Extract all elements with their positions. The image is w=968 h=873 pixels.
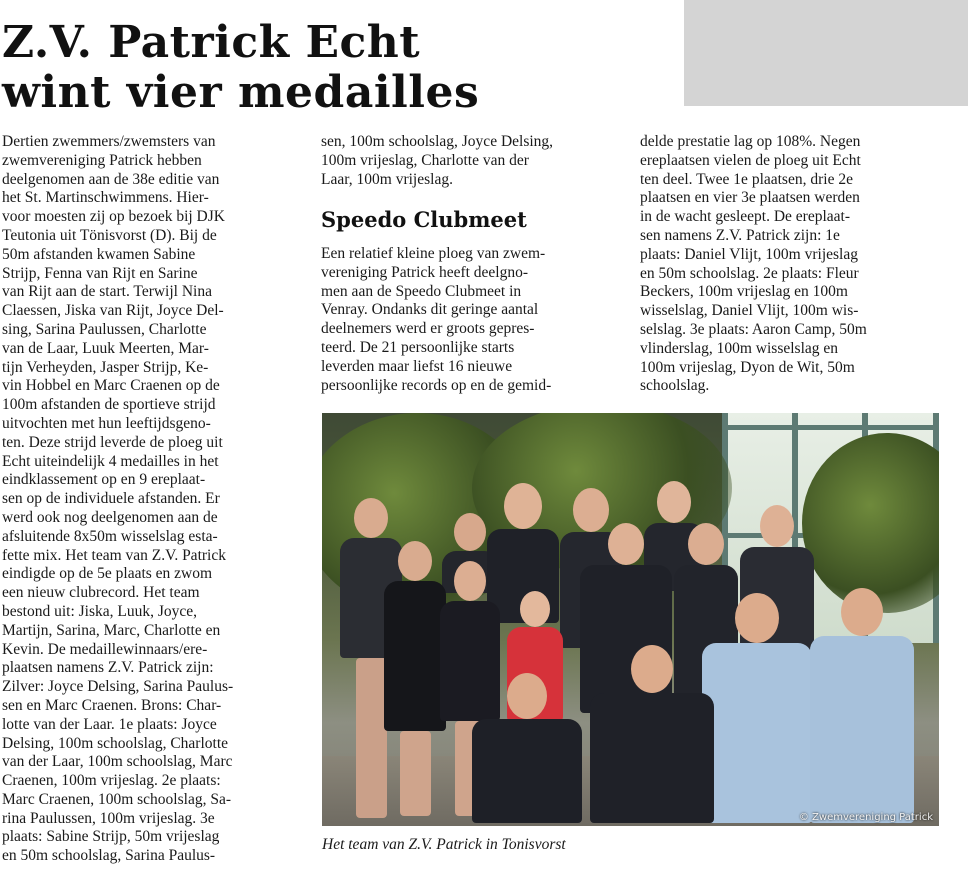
text-line: selslag. 3e plaats: Aaron Camp, 50m — [640, 320, 867, 338]
text-line: plaatsen namens Z.V. Patrick zijn: — [2, 659, 214, 677]
team-photo — [322, 413, 939, 826]
text-line: een nieuw clubrecord. Het team — [2, 584, 200, 602]
text-line: ereplaatsen vielen de ploeg uit Echt — [640, 151, 861, 169]
photo-person — [384, 541, 446, 816]
text-line: vereniging Patrick heeft deelgno- — [321, 263, 529, 281]
text-line: plaats: Daniel Vlijt, 100m vrijeslag — [640, 245, 858, 263]
text-line: Strijp, Fenna van Rijt en Sarine — [2, 264, 198, 282]
text-line: deelgenomen aan de 38e editie van — [2, 170, 220, 188]
text-line: plaats: Sabine Strijp, 50m vrijeslag — [2, 828, 220, 846]
text-line: Venray. Ondanks dit geringe aantal — [321, 301, 539, 319]
text-line: Marc Craenen, 100m schoolslag, Sa- — [2, 790, 231, 808]
gray-placeholder-box — [684, 0, 968, 106]
text-line: 100m afstanden de sportieve strijd — [2, 396, 216, 414]
text-line: werd ook nog deelgenomen aan de — [2, 508, 218, 526]
text-line: fette mix. Het team van Z.V. Patrick — [2, 546, 226, 564]
text-line: en 50m schoolslag. 2e plaats: Fleur — [640, 264, 859, 282]
text-line: zwemvereniging Patrick hebben — [2, 151, 202, 169]
text-line: lotte van der Laar. 1e plaats: Joyce — [2, 715, 217, 733]
text-line: sen en Marc Craenen. Brons: Char- — [2, 696, 222, 714]
text-line: Craenen, 100m vrijeslag. 2e plaats: — [2, 772, 221, 790]
text-line: teerd. De 21 persoonlijke starts — [321, 338, 515, 356]
article-column-2-top — [321, 133, 621, 189]
text-line: en 50m schoolslag, Sarina Paulus- — [2, 847, 216, 865]
article-column-2-bottom — [321, 245, 621, 395]
text-line: van de Laar, Luuk Meerten, Mar- — [2, 339, 209, 357]
text-line: het St. Martinschwimmens. Hier- — [2, 189, 209, 207]
text-line: Teutonia uit Tönisvorst (D). Bij de — [2, 226, 217, 244]
text-line: sing, Sarina Paulussen, Charlotte — [2, 320, 207, 338]
text-line: delde prestatie lag op 108%. Negen — [640, 133, 861, 150]
photo-credit: © Zwemvereniging Patrick — [798, 812, 933, 823]
text-line: sen, 100m schoolslag, Joyce Delsing, — [321, 133, 554, 150]
text-line: Delsing, 100m schoolslag, Charlotte — [2, 734, 229, 752]
text-line: vlinderslag, 100m wisselslag en — [640, 339, 839, 357]
headline-line-1: Z.V. Patrick Echt — [2, 17, 421, 68]
text-line: men aan de Speedo Clubmeet in — [321, 282, 522, 300]
text-line: in de wacht gesleept. De ereplaat- — [640, 208, 851, 226]
text-line: van der Laar, 100m schoolslag, Marc — [2, 753, 233, 771]
text-line: Echt uiteindelijk 4 medailles in het — [2, 452, 219, 470]
text-line: 100m vrijeslag, Charlotte van der — [321, 151, 529, 169]
text-line: Laar, 100m vrijeslag. — [321, 170, 453, 188]
text-line: Dertien zwemmers/zwemsters van — [2, 133, 216, 150]
text-line: Kevin. De medaillewinnaars/ere- — [2, 640, 208, 658]
text-line: van Rijt aan de start. Terwijl Nina — [2, 283, 212, 301]
article-headline — [2, 18, 662, 118]
text-line: uitvochten met hun leeftijdsgeno- — [2, 414, 211, 432]
text-line: ten deel. Twee 1e plaatsen, drie 2e — [640, 170, 853, 188]
text-line: sen namens Z.V. Patrick zijn: 1e — [640, 226, 840, 244]
photo-person — [590, 645, 714, 823]
photo-person — [472, 673, 582, 823]
article-column-1 — [2, 133, 298, 866]
photo-person — [810, 588, 914, 823]
photo-caption: Het team van Z.V. Patrick in Tonisvorst — [322, 836, 566, 853]
text-line: sen op de individuele afstanden. Er — [2, 490, 220, 508]
photo-person — [702, 593, 812, 823]
text-line: Beckers, 100m vrijeslag en 100m — [640, 283, 848, 301]
text-line: rina Paulussen, 100m vrijeslag. 3e — [2, 809, 215, 827]
article-column-3 — [640, 133, 940, 396]
text-line: eindigde op de 5e plaats en zwom — [2, 565, 213, 583]
text-line: Martijn, Sarina, Marc, Charlotte en — [2, 621, 221, 639]
text-line: tijn Verheyden, Jasper Strijp, Ke- — [2, 358, 209, 376]
text-line: deelnemers werd er groots gepres- — [321, 320, 535, 338]
text-line: ten. Deze strijd leverde de ploeg uit — [2, 433, 223, 451]
text-line: Een relatief kleine ploeg van zwem- — [321, 245, 546, 262]
headline-line-2: wint vier medailles — [2, 67, 480, 118]
text-line: schoolslag. — [640, 377, 710, 395]
text-line: eindklassement op en 9 ereplaat- — [2, 471, 206, 489]
section-subheading: Speedo Clubmeet — [321, 207, 527, 232]
text-line: leverden maar liefst 16 nieuwe — [321, 357, 513, 375]
text-line: plaatsen en vier 3e plaatsen werden — [640, 189, 860, 207]
text-line: vin Hobbel en Marc Craenen op de — [2, 377, 220, 395]
text-line: voor moesten zij op bezoek bij DJK — [2, 208, 225, 226]
text-line: Claessen, Jiska van Rijt, Joyce Del- — [2, 302, 224, 320]
text-line: wisselslag, Daniel Vlijt, 100m wis- — [640, 302, 859, 320]
text-line: persoonlijke records op en de gemid- — [321, 376, 552, 394]
text-line: Zilver: Joyce Delsing, Sarina Paulus- — [2, 678, 234, 696]
text-line: 100m vrijeslag, Dyon de Wit, 50m — [640, 358, 855, 376]
text-line: afsluitende 8x50m wisselslag esta- — [2, 527, 218, 545]
text-line: 50m afstanden kwamen Sabine — [2, 245, 196, 263]
text-line: bestond uit: Jiska, Luuk, Joyce, — [2, 602, 198, 620]
